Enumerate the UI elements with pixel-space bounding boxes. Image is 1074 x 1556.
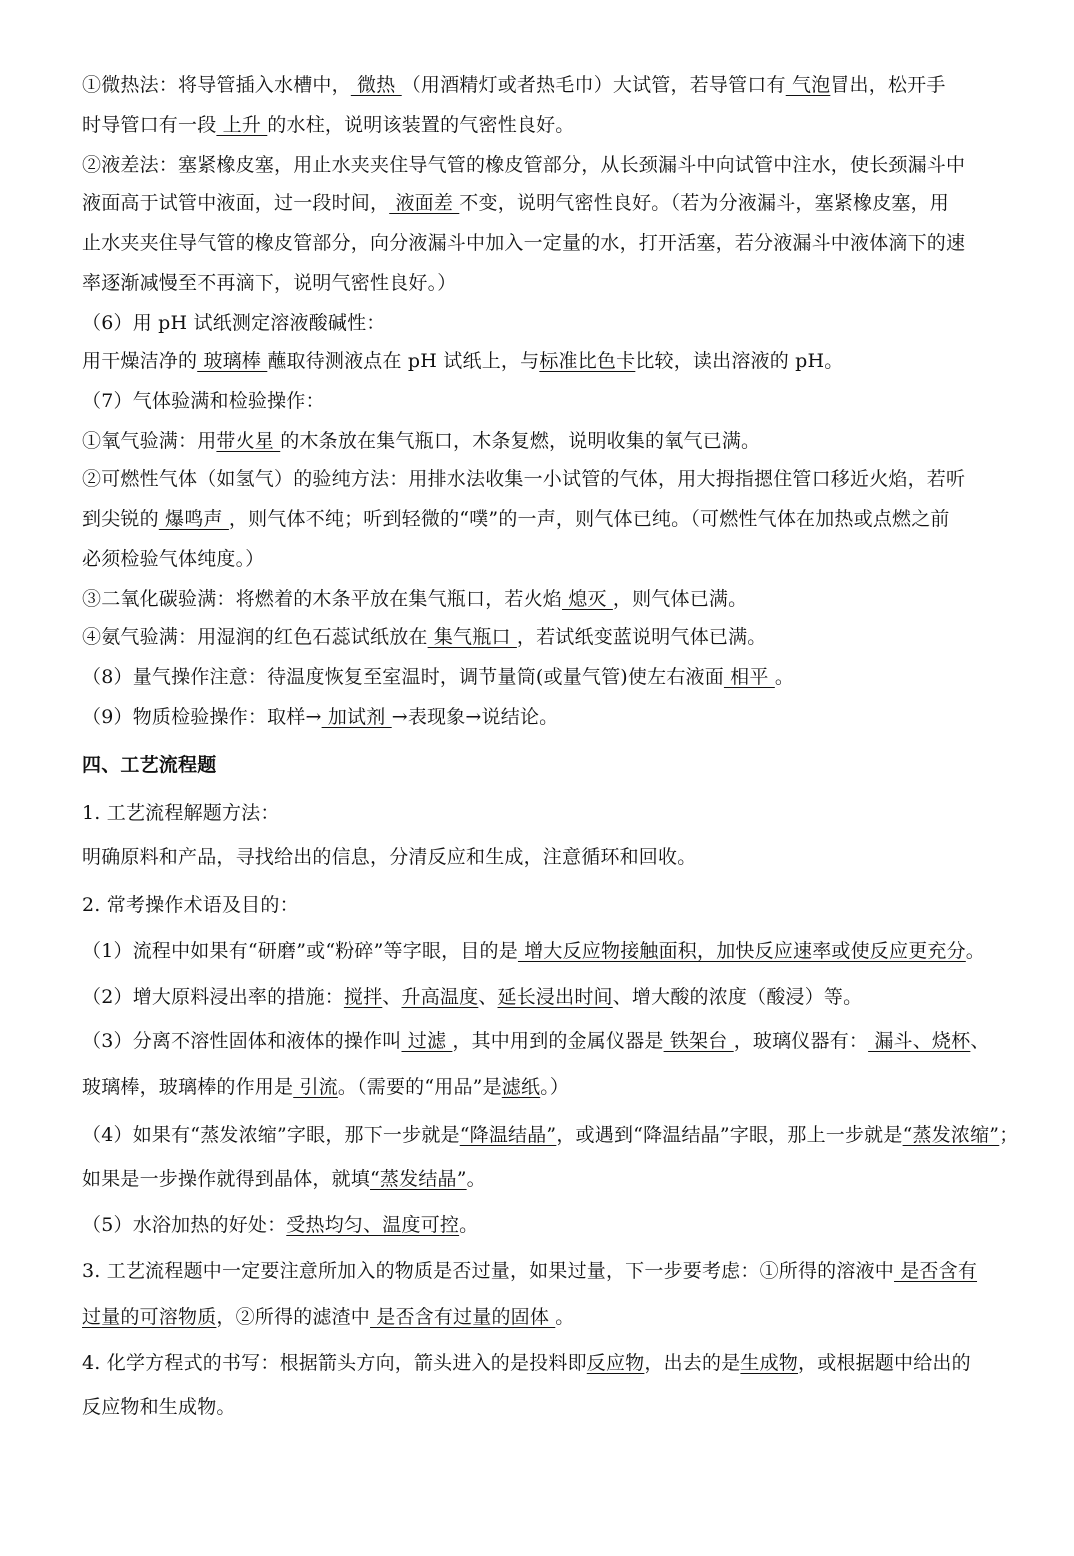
text-line [82, 388, 1032, 414]
text-segment: ，则气体已满。 [612, 588, 748, 610]
answer-blank: 液面差 [389, 192, 460, 214]
text-segment: 。（需要的“用品”是 [337, 1076, 502, 1098]
text-segment: ①氧气验满：用 [82, 430, 217, 452]
answer-blank: 集气瓶口 [427, 626, 517, 648]
text-segment: 、增大酸的浓度（酸浸）等。 [612, 986, 863, 1008]
answer-blank: 爆鸣声 [158, 508, 229, 530]
answer-blank: 升高温度 [401, 986, 479, 1008]
text-line [82, 1350, 1032, 1376]
answer-blank: 加试剂 [321, 706, 392, 728]
text-segment: （7）气体验满和检验操作： [82, 390, 325, 412]
text-segment: 、 [382, 986, 402, 1008]
text-segment: ，其中用到的金属仪器是 [452, 1030, 664, 1052]
text-segment: →表现象→说结论。 [391, 706, 559, 728]
text-line [82, 112, 1032, 138]
answer-blank: 相平 [723, 666, 775, 688]
text-segment: 到尖锐的 [82, 508, 159, 530]
answer-blank: 受热均匀、温度可控 [286, 1214, 460, 1236]
answer-blank: 搅拌 [343, 986, 383, 1008]
text-segment: （8）量气操作注意：待温度恢复至室温时，调节量筒(或量气管)使左右液面 [82, 666, 724, 688]
text-segment: 。 [774, 666, 795, 688]
text-segment: 1. 工艺流程解题方法： [82, 802, 280, 824]
text-segment: ，或根据题中给出的 [798, 1352, 971, 1374]
answer-blank: 带火星 [216, 430, 281, 452]
text-segment: 时导管口有一段 [82, 114, 217, 136]
text-segment: （2）增大原料浸出率的措施： [82, 986, 344, 1008]
text-segment: ，出去的是 [644, 1352, 741, 1374]
answer-blank: “蒸发结晶” [370, 1168, 467, 1190]
text-segment: 蘸取待测液点在 pH 试纸上，与 [267, 350, 540, 372]
answer-blank: 上升 [216, 114, 268, 136]
text-line [82, 546, 1032, 572]
text-segment: ②可燃性气体（如氢气）的验纯方法：用排水法收集一小试管的气体，用大拇指摁住管口移近火焰，若听 [82, 468, 966, 490]
text-segment: 不变，说明气密性良好。（若为分液漏斗，塞紧橡皮塞，用 [459, 192, 949, 214]
answer-blank: 玻璃棒 [197, 350, 268, 372]
text-segment: 。 [555, 1306, 575, 1328]
text-segment: 必须检验气体纯度。） [82, 548, 265, 570]
text-line [82, 984, 1032, 1010]
text-segment: ，则气体不纯；听到轻微的“噗”的一声，则气体已纯。（可燃性气体在加热或点燃之前 [228, 508, 950, 530]
text-segment: 液面高于试管中液面，过一段时间， [82, 192, 390, 214]
text-segment: 2. 常考操作术语及目的： [82, 894, 299, 916]
text-segment: 的木条放在集气瓶口，木条复燃，说明收集的氧气已满。 [280, 430, 761, 452]
answer-blank: 铁架台 [663, 1030, 734, 1052]
text-line [82, 624, 1032, 650]
text-segment: 。 [965, 940, 985, 962]
text-line [82, 466, 1032, 492]
text-segment: ，若试纸变蓝说明气体已满。 [516, 626, 767, 648]
text-segment: （6）用 pH 试纸测定溶液酸碱性： [82, 312, 386, 334]
text-segment: 4. 化学方程式的书写：根据箭头方向，箭头进入的是投料即 [82, 1352, 587, 1374]
text-line [82, 800, 1032, 826]
text-line [82, 892, 1032, 918]
text-segment: 、 [970, 1030, 990, 1052]
text-segment: 如果是一步操作就得到晶体，就填 [82, 1168, 371, 1190]
text-line [82, 230, 1032, 256]
answer-blank: 是否含有 [893, 1260, 978, 1282]
text-line [82, 506, 1032, 532]
text-line [82, 310, 1032, 336]
text-line [82, 1212, 1032, 1238]
text-segment: ③二氧化碳验满：将燃着的木条平放在集气瓶口，若火焰 [82, 588, 563, 610]
text-segment: （1）流程中如果有“研磨”或“粉碎”等字眼，目的是 [82, 940, 518, 962]
text-segment: （9）物质检验操作：取样→ [82, 706, 322, 728]
text-segment: ，②所得的滤渣中 [216, 1306, 371, 1328]
text-segment: 比较，读出溶液的 pH。 [635, 350, 844, 372]
answer-blank: 过量的可溶物质 [82, 1306, 217, 1328]
answer-blank: 过滤 [401, 1030, 453, 1052]
text-segment: 。 [459, 1214, 479, 1236]
text-line [82, 586, 1032, 612]
answer-blank: 引流 [293, 1076, 338, 1098]
text-segment: 用干燥洁净的 [82, 350, 198, 372]
answer-blank: 微热 [350, 74, 402, 96]
text-line [82, 1166, 1032, 1192]
text-line [82, 1074, 1032, 1100]
text-line [82, 938, 1032, 964]
text-segment: （3）分离不溶性固体和液体的操作叫 [82, 1030, 402, 1052]
answer-blank: 熄灭 [562, 588, 613, 610]
text-segment: ，或遇到“降温结晶”字眼，那上一步就是 [556, 1124, 903, 1146]
text-segment: 明确原料和产品，寻找给出的信息，分清反应和生成，注意循环和回收。 [82, 846, 697, 868]
text-segment: 。 [466, 1168, 486, 1190]
text-segment: 玻璃棒，玻璃棒的作用是 [82, 1076, 294, 1098]
text-line [82, 348, 1032, 374]
answer-blank: 生成物 [740, 1352, 799, 1374]
text-line [82, 1304, 1032, 1330]
text-line [82, 1394, 1032, 1420]
text-line [82, 270, 1032, 296]
text-line [82, 72, 1032, 98]
text-line [82, 752, 1032, 778]
text-line [82, 664, 1032, 690]
text-line [82, 844, 1032, 870]
text-segment: 3. 工艺流程题中一定要注意所加入的物质是否过量，如果过量，下一步要考虑：①所得的溶液中 [82, 1260, 894, 1282]
text-segment: 、 [478, 986, 498, 1008]
text-line [82, 1258, 1032, 1284]
text-segment: （用酒精灯或者热毛巾）大试管，若导管口有 [401, 74, 786, 96]
text-segment: （5）水浴加热的好处： [82, 1214, 287, 1236]
answer-blank: 标准比色卡 [539, 350, 636, 372]
text-segment: ； [999, 1124, 1019, 1146]
text-segment: 止水夹夹住导气管的橡皮管部分，向分液漏斗中加入一定量的水，打开活塞，若分液漏斗中液体滴下的速 [82, 232, 966, 254]
answer-blank: 是否含有过量的固体 [370, 1306, 556, 1328]
text-line [82, 704, 1032, 730]
text-line [82, 1122, 1032, 1148]
answer-blank: 延长浸出时间 [497, 986, 613, 1008]
text-segment: 的水柱，说明该装置的气密性良好。 [267, 114, 575, 136]
text-line [82, 428, 1032, 454]
text-line [82, 190, 1032, 216]
text-segment: 率逐渐减慢至不再滴下，说明气密性良好。） [82, 272, 457, 294]
section-heading: 四、工艺流程题 [82, 754, 217, 776]
answer-blank: 气泡 [785, 74, 831, 96]
text-segment: （4）如果有“蒸发浓缩”字眼，那下一步就是 [82, 1124, 460, 1146]
text-line [82, 152, 1032, 178]
answer-blank: 漏斗、烧杯 [868, 1030, 971, 1052]
answer-blank: 滤纸 [501, 1076, 541, 1098]
text-segment: 冒出，松开手 [830, 74, 946, 96]
text-segment: 。） [540, 1076, 570, 1098]
answer-blank: 增大反应物接触面积，加快反应速率或使反应更充分 [517, 940, 966, 962]
text-segment: ④氨气验满：用湿润的红色石蕊试纸放在 [82, 626, 428, 648]
answer-blank: “蒸发浓缩” [902, 1124, 1000, 1146]
text-segment: 反应物和生成物。 [82, 1396, 236, 1418]
text-segment: ②液差法：塞紧橡皮塞，用止水夹夹住导气管的橡皮管部分，从长颈漏斗中向试管中注水，使长颈漏斗中 [82, 154, 966, 176]
answer-blank: 反应物 [586, 1352, 645, 1374]
text-line [82, 1028, 1032, 1054]
answer-blank: “降温结晶” [459, 1124, 557, 1146]
text-segment: ，玻璃仪器有： [733, 1030, 869, 1052]
text-segment: ①微热法：将导管插入水槽中， [82, 74, 351, 96]
